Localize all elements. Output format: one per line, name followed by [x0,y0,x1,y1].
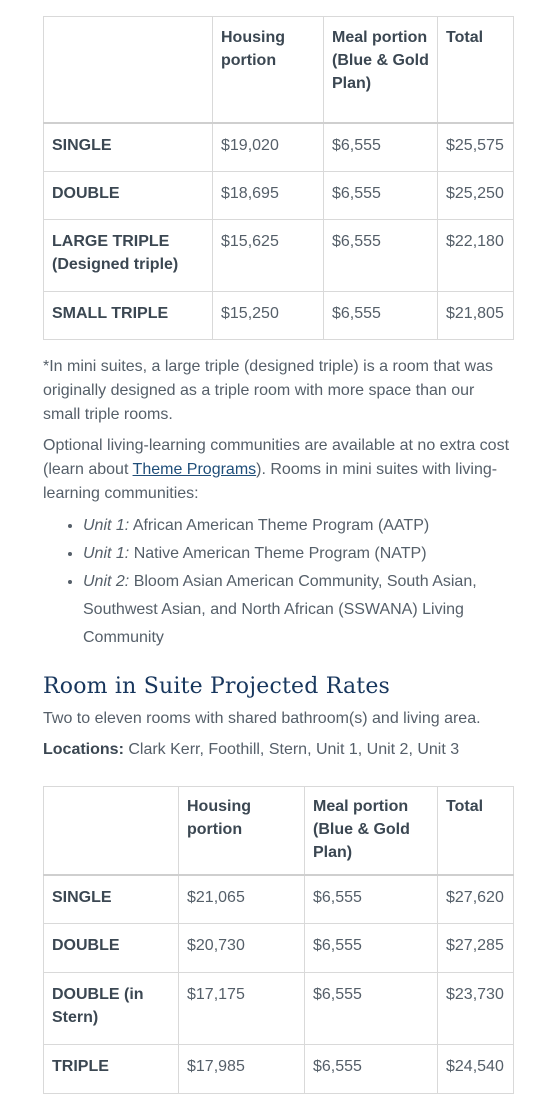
suite-description: Two to eleven rooms with shared bathroom(s) and living area. [43,709,481,727]
suite-rates-table [43,786,514,1095]
communities-text-before: Optional living-learning communities are available at no extra cost (learn about [43,436,510,478]
designed-triple-note: *In mini suites, a large triple (designed triple) is a room that was originally designed as a triple room with more space than our small triple rooms. [43,357,493,423]
row-label: SINGLE [44,875,179,924]
meal-cell: $6,555 [305,1045,438,1094]
community-name: Bloom Asian American Community, South Asian, Southwest Asian, and North African (SSWANA) Living Community [83,572,477,646]
housing-cell: $21,065 [179,875,305,924]
header-total: Total [438,17,514,124]
communities-text-after: ). Rooms in mini suites with living-learning communities: [43,460,498,502]
community-name: African American Theme Program (AATP) [129,516,430,534]
theme-programs-link[interactable]: Theme Programs [132,460,257,478]
header-room-type [44,17,213,124]
row-label: SINGLE [44,123,213,171]
total-cell: $25,250 [438,171,514,219]
row-label: SMALL TRIPLE [44,291,213,339]
page-content [43,16,513,1094]
total-cell: $21,805 [438,291,514,339]
header-housing: Housing portion [179,786,305,875]
housing-cell: $15,625 [213,219,324,291]
header-meal: Meal portion (Blue & Gold Plan) [324,17,438,124]
meal-cell: $6,555 [305,924,438,973]
meal-cell: $6,555 [324,219,438,291]
unit-label: Unit 1: [83,516,130,534]
meal-cell: $6,555 [324,123,438,171]
total-cell: $24,540 [438,1045,514,1094]
total-cell: $23,730 [438,973,514,1045]
housing-cell: $20,730 [179,924,305,973]
header-room-type [44,786,179,875]
header-housing: Housing portion [213,17,324,124]
list-item [83,512,513,540]
row-label: DOUBLE [44,924,179,973]
table-header-row [44,786,514,875]
table-row [44,973,514,1045]
community-name: Native American Theme Program (NATP) [129,544,427,562]
list-item [83,568,513,652]
row-label: TRIPLE [44,1045,179,1094]
table-row [44,924,514,973]
list-item [83,540,513,568]
table-row [44,123,514,171]
meal-cell: $6,555 [305,973,438,1045]
communities-list [43,512,513,652]
table-header-row [44,17,514,124]
total-cell: $27,620 [438,875,514,924]
table-row [44,1045,514,1094]
total-cell: $27,285 [438,924,514,973]
row-label: DOUBLE [44,171,213,219]
housing-cell: $15,250 [213,291,324,339]
locations-value: Clark Kerr, Foothill, Stern, Unit 1, Unit 2, Unit 3 [123,740,460,758]
suite-locations [43,738,513,762]
table-row [44,875,514,924]
locations-label: Locations: [43,740,124,758]
housing-cell: $19,020 [213,123,324,171]
header-meal: Meal portion (Blue & Gold Plan) [305,786,438,875]
meal-cell: $6,555 [324,291,438,339]
header-total: Total [438,786,514,875]
table-row [44,171,514,219]
total-cell: $22,180 [438,219,514,291]
meal-cell: $6,555 [324,171,438,219]
row-label: LARGE TRIPLE (Designed triple) [44,219,213,291]
unit-label: Unit 1: [83,544,130,562]
table-row [44,219,514,291]
unit-label: Unit 2: [83,572,130,590]
mini-suite-rates-table [43,16,514,340]
housing-cell: $17,985 [179,1045,305,1094]
communities-paragraph [43,434,513,506]
housing-cell: $17,175 [179,973,305,1045]
meal-cell: $6,555 [305,875,438,924]
table-row [44,291,514,339]
total-cell: $25,575 [438,123,514,171]
suite-rates-heading: Room in Suite Projected Rates [43,673,391,699]
row-label: DOUBLE (in Stern) [44,973,179,1045]
housing-cell: $18,695 [213,171,324,219]
